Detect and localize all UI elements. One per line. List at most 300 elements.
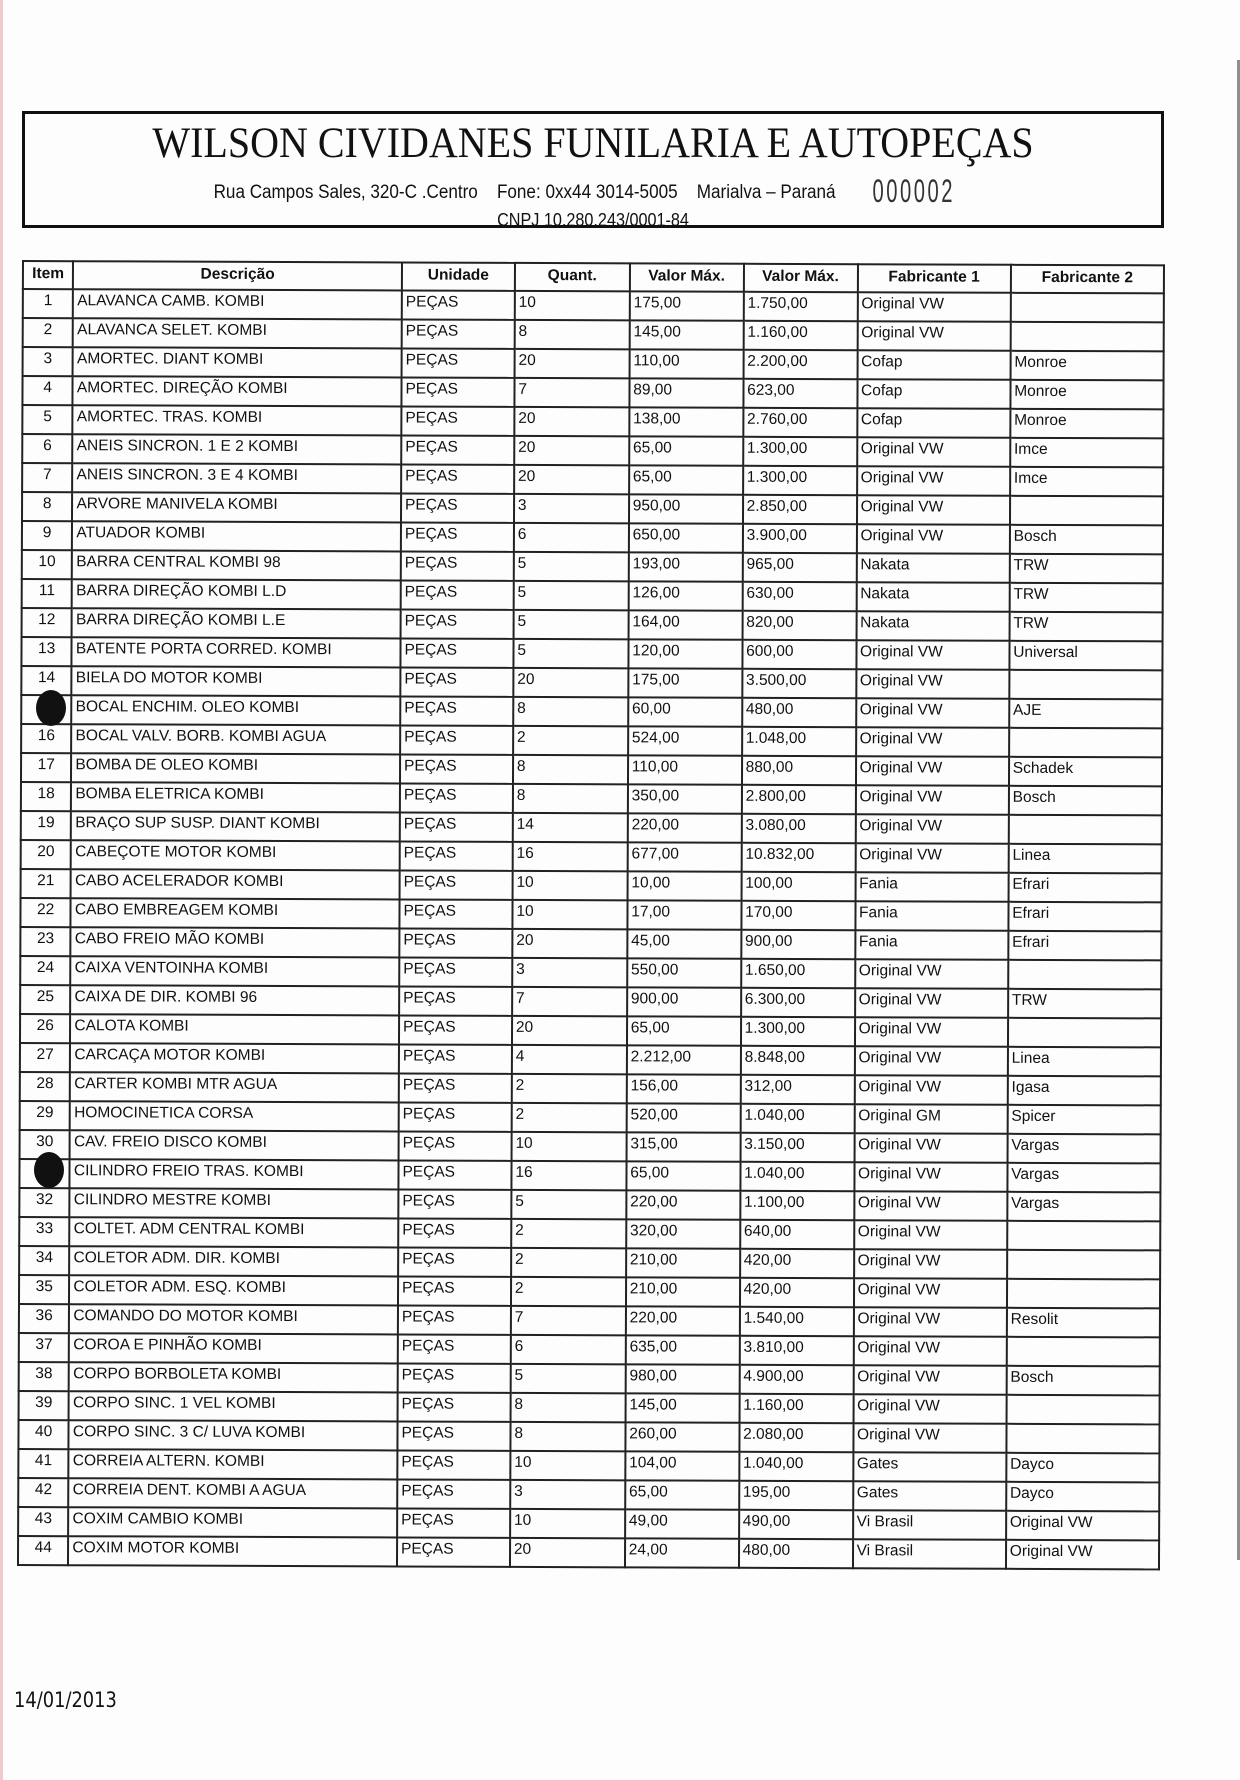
cell-total-max-value: 1.300,00 (741, 1017, 855, 1046)
cell-total-max-value: 312,00 (740, 1075, 854, 1104)
table-row (22, 434, 1163, 467)
cell-manufacturer-1: Original VW (853, 1423, 1006, 1453)
cell-item-number: 7 (22, 463, 73, 492)
cell-unit-max-value: 138,00 (629, 407, 743, 436)
cell-total-max-value: 1.160,00 (743, 321, 857, 350)
cell-manufacturer-1: Original VW (853, 1307, 1006, 1337)
cell-unit: PEÇAS (401, 522, 514, 551)
cell-total-max-value: 1.100,00 (740, 1191, 854, 1220)
company-phone: Fone: 0xx44 3014-5005 (496, 182, 678, 203)
cell-item-number: 34 (19, 1246, 70, 1275)
cell-quantity: 7 (512, 987, 627, 1016)
cell-manufacturer-1: Original VW (856, 669, 1009, 699)
cell-manufacturer-1: Original VW (855, 814, 1008, 844)
table-row (20, 1101, 1161, 1134)
cell-quantity: 10 (512, 871, 627, 900)
table-row (23, 289, 1164, 322)
cell-description: ALAVANCA CAMB. KOMBI (73, 289, 402, 319)
cell-item-number: 4 (22, 376, 73, 405)
cell-total-max-value: 1.160,00 (739, 1394, 853, 1423)
cell-description: COLETOR ADM. ESQ. KOMBI (69, 1275, 398, 1305)
cell-description: CAV. FREIO DISCO KOMBI (70, 1130, 399, 1160)
cell-unit-max-value: 65,00 (627, 1016, 741, 1045)
table-row (19, 1362, 1160, 1395)
cell-manufacturer-2: Efrari (1008, 902, 1161, 932)
cell-quantity: 8 (510, 1422, 625, 1451)
cell-description: AMORTEC. TRAS. KOMBI (73, 405, 402, 435)
cell-manufacturer-1: Original VW (857, 466, 1010, 496)
cell-item-number: 36 (19, 1304, 70, 1333)
cell-description: CORREIA DENT. KOMBI A AGUA (69, 1478, 398, 1508)
cell-unit: PEÇAS (398, 1363, 511, 1392)
cell-item-number: 28 (20, 1072, 71, 1101)
cell-manufacturer-2: Spicer (1007, 1105, 1160, 1135)
cell-unit-max-value: 520,00 (626, 1103, 740, 1132)
cell-unit-max-value: 60,00 (628, 697, 742, 726)
cell-quantity: 20 (510, 1538, 625, 1567)
cell-unit: PEÇAS (400, 841, 513, 870)
cell-unit-max-value: 650,00 (629, 523, 743, 552)
cell-manufacturer-2: Vargas (1007, 1192, 1160, 1222)
table-row (19, 1275, 1160, 1308)
cell-description: BOCAL VALV. BORB. KOMBI AGUA (71, 724, 400, 754)
cell-total-max-value: 900,00 (741, 930, 855, 959)
cell-quantity: 3 (510, 1480, 625, 1509)
cell-unit: PEÇAS (398, 1160, 511, 1189)
letterhead (22, 111, 1164, 228)
cell-unit: PEÇAS (399, 1073, 512, 1102)
cell-item-number: 23 (20, 927, 71, 956)
cell-unit-max-value: 156,00 (627, 1074, 741, 1103)
cell-description: BIELA DO MOTOR KOMBI (72, 666, 401, 696)
cell-quantity: 5 (514, 552, 629, 581)
table-row (21, 666, 1162, 699)
company-cnpj: CNPJ 10.280.243/0001-84 (497, 210, 689, 230)
cell-description: CABO FREIO MÃO KOMBI (71, 927, 400, 957)
cell-unit: PEÇAS (397, 1421, 510, 1450)
cell-manufacturer-1: Cofap (857, 408, 1010, 438)
cell-unit: PEÇAS (397, 1508, 510, 1537)
cell-manufacturer-2: Vargas (1007, 1134, 1160, 1164)
cell-unit-max-value: 120,00 (628, 639, 742, 668)
cell-manufacturer-1: Original VW (854, 1278, 1007, 1308)
table-row (22, 521, 1163, 554)
cell-unit-max-value: 220,00 (628, 813, 742, 842)
cell-unit-max-value: 45,00 (627, 929, 741, 958)
cell-total-max-value: 3.150,00 (740, 1133, 854, 1162)
cell-description: ANEIS SINCRON. 3 E 4 KOMBI (72, 463, 401, 493)
column-header-unit: Unidade (402, 262, 515, 290)
cell-description: BOMBA DE OLEO KOMBI (71, 753, 400, 783)
column-header-item: Item (23, 261, 73, 289)
cell-total-max-value: 3.500,00 (742, 669, 856, 698)
cell-unit: PEÇAS (398, 1276, 511, 1305)
cell-unit: PEÇAS (399, 986, 512, 1015)
cell-manufacturer-1: Original VW (853, 1365, 1006, 1395)
cell-manufacturer-1: Original VW (854, 1220, 1007, 1250)
cell-manufacturer-2: Dayco (1006, 1453, 1159, 1483)
cell-total-max-value: 490,00 (739, 1510, 853, 1539)
cell-total-max-value: 2.080,00 (739, 1423, 853, 1452)
cell-manufacturer-1: Original VW (855, 785, 1008, 815)
cell-description: CORPO SINC. 3 C/ LUVA KOMBI (69, 1420, 398, 1450)
table-row (22, 376, 1163, 409)
cell-manufacturer-1: Original VW (856, 727, 1009, 757)
cell-manufacturer-2: Bosch (1006, 1366, 1159, 1396)
cell-total-max-value: 420,00 (740, 1278, 854, 1307)
cell-unit-max-value: 175,00 (630, 291, 744, 320)
cell-total-max-value: 6.300,00 (741, 988, 855, 1017)
parts-table (17, 260, 1165, 1570)
cell-total-max-value: 195,00 (739, 1481, 853, 1510)
cell-manufacturer-1: Original VW (856, 698, 1009, 728)
cell-total-max-value: 640,00 (740, 1220, 854, 1249)
cell-unit: PEÇAS (400, 870, 513, 899)
table-row (22, 463, 1163, 496)
cell-item-number: 26 (20, 1014, 71, 1043)
cell-quantity: 20 (512, 1016, 627, 1045)
table-row (22, 550, 1163, 583)
table-row (19, 1188, 1160, 1221)
cell-total-max-value: 1.048,00 (742, 727, 856, 756)
cell-unit: PEÇAS (401, 609, 514, 638)
cell-item-number: 3 (23, 347, 74, 376)
cell-manufacturer-2 (1006, 1337, 1159, 1367)
cell-total-max-value: 820,00 (742, 611, 856, 640)
cell-manufacturer-2: Dayco (1006, 1482, 1159, 1512)
cell-unit: PEÇAS (397, 1450, 510, 1479)
cell-manufacturer-2: Monroe (1010, 351, 1163, 381)
cell-unit-max-value: 320,00 (626, 1219, 740, 1248)
cell-quantity: 20 (514, 407, 629, 436)
cell-item-number: 14 (21, 666, 72, 695)
cell-unit-max-value: 635,00 (626, 1335, 740, 1364)
cell-quantity: 20 (512, 929, 627, 958)
cell-manufacturer-2 (1007, 1279, 1160, 1309)
cell-total-max-value: 420,00 (740, 1249, 854, 1278)
cell-manufacturer-2 (1010, 496, 1163, 526)
cell-quantity: 10 (515, 291, 630, 320)
cell-manufacturer-1: Vi Brasil (853, 1539, 1006, 1569)
document-number-stamp: 000002 (872, 173, 955, 209)
cell-item-number: 39 (19, 1391, 70, 1420)
cell-total-max-value: 3.080,00 (741, 814, 855, 843)
cell-manufacturer-1: Cofap (857, 379, 1010, 409)
cell-unit: PEÇAS (398, 1392, 511, 1421)
cell-manufacturer-1: Original VW (857, 437, 1010, 467)
cell-item-number: 30 (20, 1130, 71, 1159)
column-header-total-max-value: Valor Máx. (744, 264, 858, 292)
cell-manufacturer-1: Nakata (856, 582, 1009, 612)
cell-description: ATUADOR KOMBI (72, 521, 401, 551)
column-header-manufacturer-1: Fabricante 1 (857, 264, 1010, 293)
cell-unit: PEÇAS (400, 725, 513, 754)
punch-hole (36, 690, 66, 726)
cell-manufacturer-2: Linea (1008, 844, 1161, 874)
cell-total-max-value: 3.900,00 (743, 524, 857, 553)
cell-total-max-value: 480,00 (739, 1539, 853, 1568)
cell-unit: PEÇAS (401, 580, 514, 609)
cell-unit-max-value: 210,00 (626, 1277, 740, 1306)
cell-unit-max-value: 220,00 (626, 1306, 740, 1335)
table-row (23, 318, 1164, 351)
cell-quantity: 16 (513, 842, 628, 871)
cell-unit: PEÇAS (402, 290, 515, 319)
cell-description: BARRA DIREÇÃO KOMBI L.D (72, 579, 401, 609)
cell-quantity: 14 (513, 813, 628, 842)
cell-manufacturer-1: Original VW (854, 1162, 1007, 1192)
cell-description: CORPO BORBOLETA KOMBI (69, 1362, 398, 1392)
table-row (19, 1246, 1160, 1279)
table-row (18, 1449, 1159, 1482)
company-city: Marialva – Paraná (696, 182, 836, 203)
document-date: 14/01/2013 (14, 1688, 117, 1712)
cell-manufacturer-1: Original VW (855, 959, 1008, 989)
cell-unit: PEÇAS (398, 1218, 511, 1247)
cell-manufacturer-1: Nakata (856, 553, 1009, 583)
cell-quantity: 7 (514, 378, 629, 407)
cell-quantity: 2 (511, 1103, 626, 1132)
cell-unit-max-value: 65,00 (629, 465, 743, 494)
cell-quantity: 5 (514, 581, 629, 610)
table-row (21, 782, 1162, 815)
cell-quantity: 4 (512, 1045, 627, 1074)
cell-unit: PEÇAS (400, 783, 513, 812)
cell-manufacturer-2 (1011, 293, 1164, 323)
cell-item-number: 43 (18, 1507, 69, 1536)
cell-manufacturer-2: Linea (1008, 1047, 1161, 1077)
cell-item-number: 17 (21, 753, 72, 782)
cell-total-max-value: 1.040,00 (740, 1162, 854, 1191)
cell-quantity: 8 (513, 755, 628, 784)
cell-manufacturer-1: Original GM (854, 1104, 1007, 1134)
table-row (22, 492, 1163, 525)
table-row (22, 579, 1163, 612)
table-row (21, 753, 1162, 786)
cell-manufacturer-2 (1006, 1424, 1159, 1454)
cell-item-number: 24 (20, 956, 71, 985)
cell-quantity: 8 (510, 1393, 625, 1422)
cell-description: CARTER KOMBI MTR AGUA (70, 1072, 399, 1102)
cell-description: CILINDRO FREIO TRAS. KOMBI (70, 1159, 399, 1189)
column-header-unit-max-value: Valor Máx. (630, 263, 744, 291)
cell-unit-max-value: 110,00 (629, 349, 743, 378)
cell-manufacturer-1: Original VW (854, 1249, 1007, 1279)
cell-quantity: 10 (511, 1132, 626, 1161)
cell-unit: PEÇAS (398, 1334, 511, 1363)
cell-description: CORPO SINC. 1 VEL KOMBI (69, 1391, 398, 1421)
cell-unit-max-value: 350,00 (628, 784, 742, 813)
table-row (19, 1217, 1160, 1250)
cell-unit-max-value: 145,00 (629, 320, 743, 349)
cell-manufacturer-2: Original VW (1006, 1540, 1159, 1570)
cell-quantity: 7 (511, 1306, 626, 1335)
cell-total-max-value: 1.540,00 (740, 1307, 854, 1336)
cell-unit: PEÇAS (398, 1189, 511, 1218)
cell-manufacturer-2 (1007, 1221, 1160, 1251)
cell-description: CALOTA KOMBI (70, 1014, 399, 1044)
cell-description: CARCAÇA MOTOR KOMBI (70, 1043, 399, 1073)
cell-manufacturer-2: Efrari (1008, 873, 1161, 903)
cell-description: BARRA DIREÇÃO KOMBI L.E (72, 608, 401, 638)
table-row (21, 840, 1162, 873)
table-row (18, 1536, 1159, 1569)
cell-manufacturer-1: Original VW (857, 321, 1010, 351)
cell-manufacturer-1: Fania (855, 872, 1008, 902)
cell-item-number: 38 (19, 1362, 70, 1391)
cell-unit: PEÇAS (399, 928, 512, 957)
cell-item-number: 20 (21, 840, 72, 869)
cell-manufacturer-2: TRW (1009, 583, 1162, 613)
cell-quantity: 20 (514, 465, 629, 494)
cell-unit: PEÇAS (401, 464, 514, 493)
table-row (20, 1130, 1161, 1163)
cell-unit-max-value: 950,00 (629, 494, 743, 523)
cell-unit: PEÇAS (400, 754, 513, 783)
table-row (20, 956, 1161, 989)
cell-unit: PEÇAS (400, 812, 513, 841)
cell-unit-max-value: 175,00 (628, 668, 742, 697)
cell-item-number: 44 (18, 1536, 69, 1565)
cell-unit-max-value: 164,00 (628, 610, 742, 639)
cell-description: COLTET. ADM CENTRAL KOMBI (70, 1217, 399, 1247)
cell-unit-max-value: 677,00 (627, 842, 741, 871)
cell-quantity: 5 (513, 610, 628, 639)
cell-description: AMORTEC. DIREÇÃO KOMBI (73, 376, 402, 406)
cell-total-max-value: 1.300,00 (743, 437, 857, 466)
cell-description: CAIXA VENTOINHA KOMBI (71, 956, 400, 986)
cell-item-number: 19 (21, 811, 72, 840)
table-row (19, 1304, 1160, 1337)
table-row (20, 927, 1161, 960)
cell-description: COXIM MOTOR KOMBI (68, 1536, 397, 1566)
cell-item-number: 25 (20, 985, 71, 1014)
cell-unit: PEÇAS (398, 1247, 511, 1276)
cell-manufacturer-1: Original VW (855, 988, 1008, 1018)
cell-quantity: 2 (512, 1074, 627, 1103)
cell-description: BOMBA ELETRICA KOMBI (71, 782, 400, 812)
cell-total-max-value: 630,00 (742, 582, 856, 611)
table-row (18, 1420, 1159, 1453)
table-row (21, 695, 1162, 728)
cell-unit: PEÇAS (401, 406, 514, 435)
cell-description: COLETOR ADM. DIR. KOMBI (69, 1246, 398, 1276)
cell-description: AMORTEC. DIANT KOMBI (73, 347, 402, 377)
cell-item-number: 16 (21, 724, 72, 753)
cell-description: BARRA CENTRAL KOMBI 98 (72, 550, 401, 580)
cell-manufacturer-1: Original VW (855, 1017, 1008, 1047)
cell-total-max-value: 1.300,00 (743, 466, 857, 495)
cell-description: COXIM CAMBIO KOMBI (68, 1507, 397, 1537)
cell-item-number: 35 (19, 1275, 70, 1304)
cell-manufacturer-1: Fania (855, 930, 1008, 960)
cell-unit-max-value: 65,00 (625, 1480, 739, 1509)
table-row (21, 811, 1162, 844)
cell-total-max-value: 8.848,00 (741, 1046, 855, 1075)
cell-manufacturer-1: Nakata (856, 611, 1009, 641)
cell-quantity: 10 (510, 1509, 625, 1538)
cell-item-number: 1 (23, 289, 74, 318)
cell-unit: PEÇAS (399, 957, 512, 986)
cell-total-max-value: 880,00 (742, 756, 856, 785)
cell-unit-max-value: 126,00 (628, 581, 742, 610)
cell-unit-max-value: 550,00 (627, 958, 741, 987)
company-name: WILSON CIVIDANES FUNILARIA E AUTOPEÇAS (152, 120, 1034, 167)
cell-unit-max-value: 24,00 (625, 1538, 739, 1567)
cell-unit: PEÇAS (399, 1044, 512, 1073)
cell-description: ARVORE MANIVELA KOMBI (72, 492, 401, 522)
cell-quantity: 8 (515, 320, 630, 349)
cell-unit: PEÇAS (399, 1102, 512, 1131)
table-header-row (23, 261, 1164, 293)
cell-manufacturer-2: Resolit (1007, 1308, 1160, 1338)
cell-description: COMANDO DO MOTOR KOMBI (69, 1304, 398, 1334)
cell-manufacturer-1: Gates (853, 1481, 1006, 1511)
cell-description: BATENTE PORTA CORRED. KOMBI (72, 637, 401, 667)
cell-total-max-value: 1.040,00 (739, 1452, 853, 1481)
cell-quantity: 2 (511, 1248, 626, 1277)
cell-unit: PEÇAS (399, 1015, 512, 1044)
cell-manufacturer-1: Vi Brasil (853, 1510, 1006, 1540)
cell-unit: PEÇAS (401, 377, 514, 406)
cell-description: COROA E PINHÃO KOMBI (69, 1333, 398, 1363)
cell-manufacturer-2: TRW (1010, 554, 1163, 584)
table-row (20, 985, 1161, 1018)
cell-manufacturer-2: TRW (1008, 989, 1161, 1019)
cell-total-max-value: 100,00 (741, 872, 855, 901)
cell-quantity: 2 (513, 726, 628, 755)
cell-item-number: 41 (18, 1449, 69, 1478)
cell-unit-max-value: 89,00 (629, 378, 743, 407)
cell-total-max-value: 10.832,00 (741, 843, 855, 872)
cell-unit-max-value: 193,00 (629, 552, 743, 581)
table-row (18, 1478, 1159, 1511)
cell-manufacturer-2 (1009, 670, 1162, 700)
cell-unit: PEÇAS (400, 667, 513, 696)
table-row (19, 1159, 1160, 1192)
cell-unit-max-value: 524,00 (628, 726, 742, 755)
scan-edge-left (0, 0, 3, 1780)
cell-item-number: 32 (19, 1188, 70, 1217)
cell-unit-max-value: 220,00 (626, 1190, 740, 1219)
cell-item-number: 42 (18, 1478, 69, 1507)
cell-item-number: 18 (21, 782, 72, 811)
cell-unit: PEÇAS (401, 493, 514, 522)
table-row (21, 724, 1162, 757)
cell-unit: PEÇAS (397, 1537, 510, 1566)
cell-manufacturer-1: Gates (853, 1452, 1006, 1482)
cell-manufacturer-2: Igasa (1007, 1076, 1160, 1106)
cell-manufacturer-2: Vargas (1007, 1163, 1160, 1193)
cell-unit-max-value: 17,00 (627, 900, 741, 929)
cell-manufacturer-1: Cofap (857, 350, 1010, 380)
cell-manufacturer-1: Original VW (854, 1133, 1007, 1163)
cell-quantity: 3 (514, 494, 629, 523)
cell-manufacturer-1: Fania (855, 901, 1008, 931)
cell-quantity: 2 (511, 1219, 626, 1248)
cell-total-max-value: 965,00 (742, 553, 856, 582)
cell-unit: PEÇAS (401, 551, 514, 580)
cell-description: CORREIA ALTERN. KOMBI (69, 1449, 398, 1479)
cell-item-number: 22 (20, 898, 71, 927)
cell-quantity: 6 (514, 523, 629, 552)
cell-unit: PEÇAS (399, 899, 512, 928)
cell-total-max-value: 2.200,00 (743, 350, 857, 379)
cell-item-number: 11 (22, 579, 73, 608)
cell-manufacturer-2 (1009, 728, 1162, 758)
cell-manufacturer-2: Imce (1010, 438, 1163, 468)
cell-manufacturer-1: Original VW (854, 1075, 1007, 1105)
